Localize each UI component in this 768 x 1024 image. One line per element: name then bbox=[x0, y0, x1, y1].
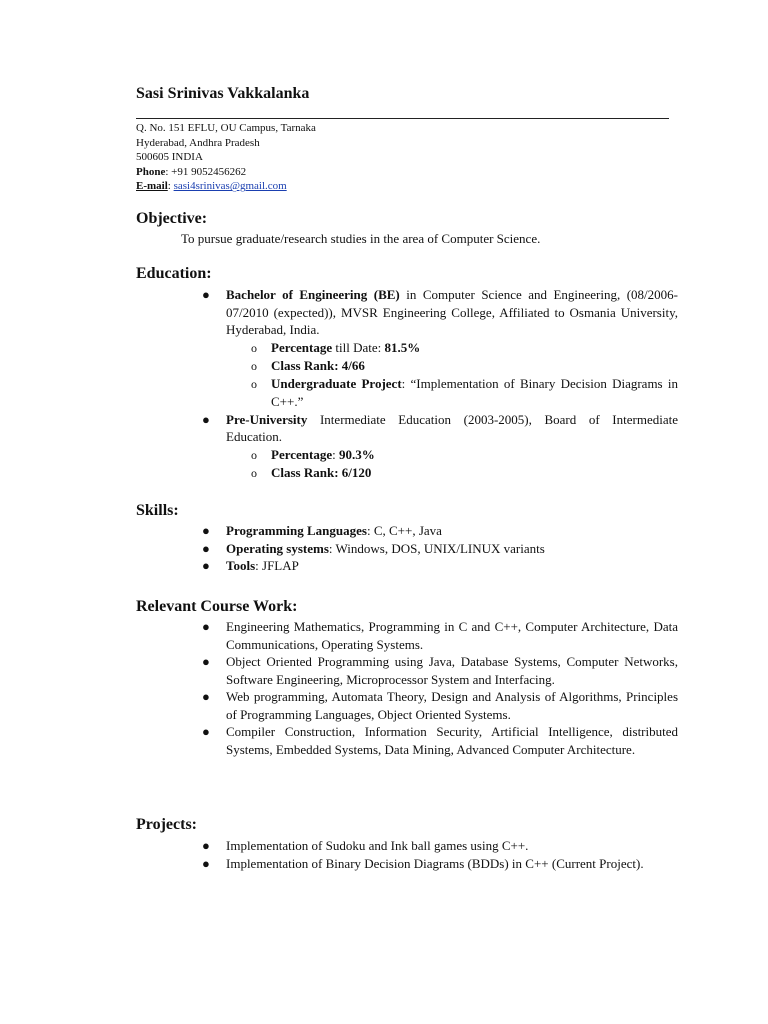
project-item bbox=[200, 855, 660, 873]
be-percentage bbox=[226, 339, 678, 357]
sub-bullet-icon: o bbox=[251, 340, 257, 355]
email-line bbox=[136, 179, 316, 194]
phone-line bbox=[136, 165, 316, 180]
projects-list bbox=[200, 837, 660, 872]
skill-label: Operating systems bbox=[226, 540, 329, 556]
be-proj-label: Undergraduate Project bbox=[271, 375, 402, 391]
sub-bullet-icon: o bbox=[251, 376, 257, 391]
pu-pct-label: Percentage bbox=[271, 446, 333, 462]
skills-list bbox=[200, 522, 678, 575]
coursework-item bbox=[200, 618, 678, 653]
be-proj-text: : “Implementation of Binary Decision Diagrams in C++.” bbox=[271, 375, 678, 409]
skill-value: : Windows, DOS, UNIX/LINUX variants bbox=[328, 540, 545, 556]
bullet-icon: ● bbox=[202, 855, 210, 871]
pu-text: Intermediate Education (2003-2005), Board of Intermediate Education. bbox=[226, 411, 678, 444]
education-item-pu bbox=[200, 411, 678, 482]
project-text: Implementation of Sudoku and Ink ball games using C++. bbox=[226, 838, 529, 853]
project-item bbox=[200, 837, 660, 855]
coursework-heading: Relevant Course Work: bbox=[136, 598, 298, 615]
coursework-item bbox=[200, 723, 678, 758]
phone-label: Phone bbox=[136, 165, 166, 178]
be-pct-label: Percentage bbox=[271, 339, 333, 355]
be-pct-value: 81.5% bbox=[384, 339, 421, 355]
bullet-icon: ● bbox=[202, 724, 210, 739]
coursework-text: Compiler Construction, Information Security, Artificial Intelligence, distributed Systems, Embedded Systems, Data Mining, Advanced Computer Architecture. bbox=[226, 724, 678, 757]
bullet-icon: ● bbox=[202, 411, 210, 427]
address-line-2: Hyderabad, Andhra Pradesh bbox=[136, 136, 260, 149]
pu-rank-text: Class Rank: 6/120 bbox=[271, 464, 372, 480]
education-item-be bbox=[200, 286, 678, 411]
project-text: Implementation of Binary Decision Diagrams (BDDs) in C++ (Current Project). bbox=[226, 855, 644, 871]
pu-rank bbox=[226, 464, 678, 482]
coursework-text: Web programming, Automata Theory, Design and Analysis of Algorithms, Principles of Programming Languages, Object Oriented Systems. bbox=[226, 689, 678, 722]
bullet-icon: ● bbox=[202, 287, 210, 302]
skill-value: : C, C++, Java bbox=[366, 523, 442, 538]
bullet-icon: ● bbox=[202, 838, 210, 853]
email-link[interactable]: sasi4srinivas@gmail.com bbox=[173, 180, 287, 193]
projects-heading: Projects: bbox=[136, 816, 197, 833]
skill-item bbox=[200, 540, 678, 558]
be-rank bbox=[226, 357, 678, 375]
skill-value: : JFLAP bbox=[255, 558, 299, 573]
objective-heading: Objective: bbox=[136, 210, 208, 227]
email-label: E-mail bbox=[136, 180, 168, 193]
be-pct-mid: till Date: bbox=[332, 339, 385, 355]
candidate-name: Sasi Srinivas Vakkalanka bbox=[136, 85, 310, 102]
be-text: in Computer Science and Engineering, (08/2006-07/2010 (expected)), MVSR Engineering College, Affiliated to Osmania University, Hyderabad, India. bbox=[226, 287, 679, 337]
address-line-1: Q. No. 151 EFLU, OU Campus, Tarnaka bbox=[136, 122, 316, 134]
bullet-icon: ● bbox=[202, 558, 210, 573]
skill-item bbox=[200, 522, 678, 540]
header-divider bbox=[136, 118, 669, 119]
sub-bullet-icon: o bbox=[251, 447, 257, 462]
skill-label: Programming Languages bbox=[226, 523, 367, 538]
pu-pct-sep: : bbox=[332, 446, 339, 462]
sub-bullet-icon: o bbox=[251, 465, 257, 480]
pu-percentage bbox=[226, 446, 678, 464]
be-details bbox=[226, 339, 678, 411]
objective-text: To pursue graduate/research studies in the area of Computer Science. bbox=[181, 231, 541, 246]
skill-label: Tools bbox=[226, 558, 256, 573]
coursework-text: Engineering Mathematics, Programming in C and C++, Computer Architecture, Data Communications, Operating Systems. bbox=[226, 619, 678, 652]
coursework-item bbox=[200, 653, 678, 688]
contact-block bbox=[136, 121, 316, 194]
email-separator: : bbox=[167, 180, 174, 193]
bullet-icon: ● bbox=[202, 619, 210, 634]
pu-details bbox=[226, 446, 678, 482]
sub-bullet-icon: o bbox=[251, 358, 257, 373]
skill-item bbox=[200, 557, 678, 575]
be-rank-text: Class Rank: 4/66 bbox=[271, 357, 365, 373]
pu-pct-value: 90.3% bbox=[339, 446, 375, 462]
bullet-icon: ● bbox=[202, 654, 210, 669]
phone-value: : +91 9052456262 bbox=[165, 165, 247, 178]
pu-title: Pre-University bbox=[226, 411, 308, 427]
be-title: Bachelor of Engineering (BE) bbox=[226, 287, 400, 302]
education-list bbox=[200, 286, 678, 482]
coursework-list bbox=[200, 618, 678, 758]
coursework-item bbox=[200, 688, 678, 723]
be-project bbox=[226, 375, 678, 411]
bullet-icon: ● bbox=[202, 689, 210, 704]
coursework-text: Object Oriented Programming using Java, Database Systems, Computer Networks, Software Engineering, Microprocessor System and Interfacing. bbox=[226, 654, 678, 687]
bullet-icon: ● bbox=[202, 540, 210, 556]
bullet-icon: ● bbox=[202, 523, 210, 538]
education-heading: Education: bbox=[136, 265, 212, 282]
skills-heading: Skills: bbox=[136, 502, 179, 519]
address-line-3: 500605 INDIA bbox=[136, 151, 203, 164]
